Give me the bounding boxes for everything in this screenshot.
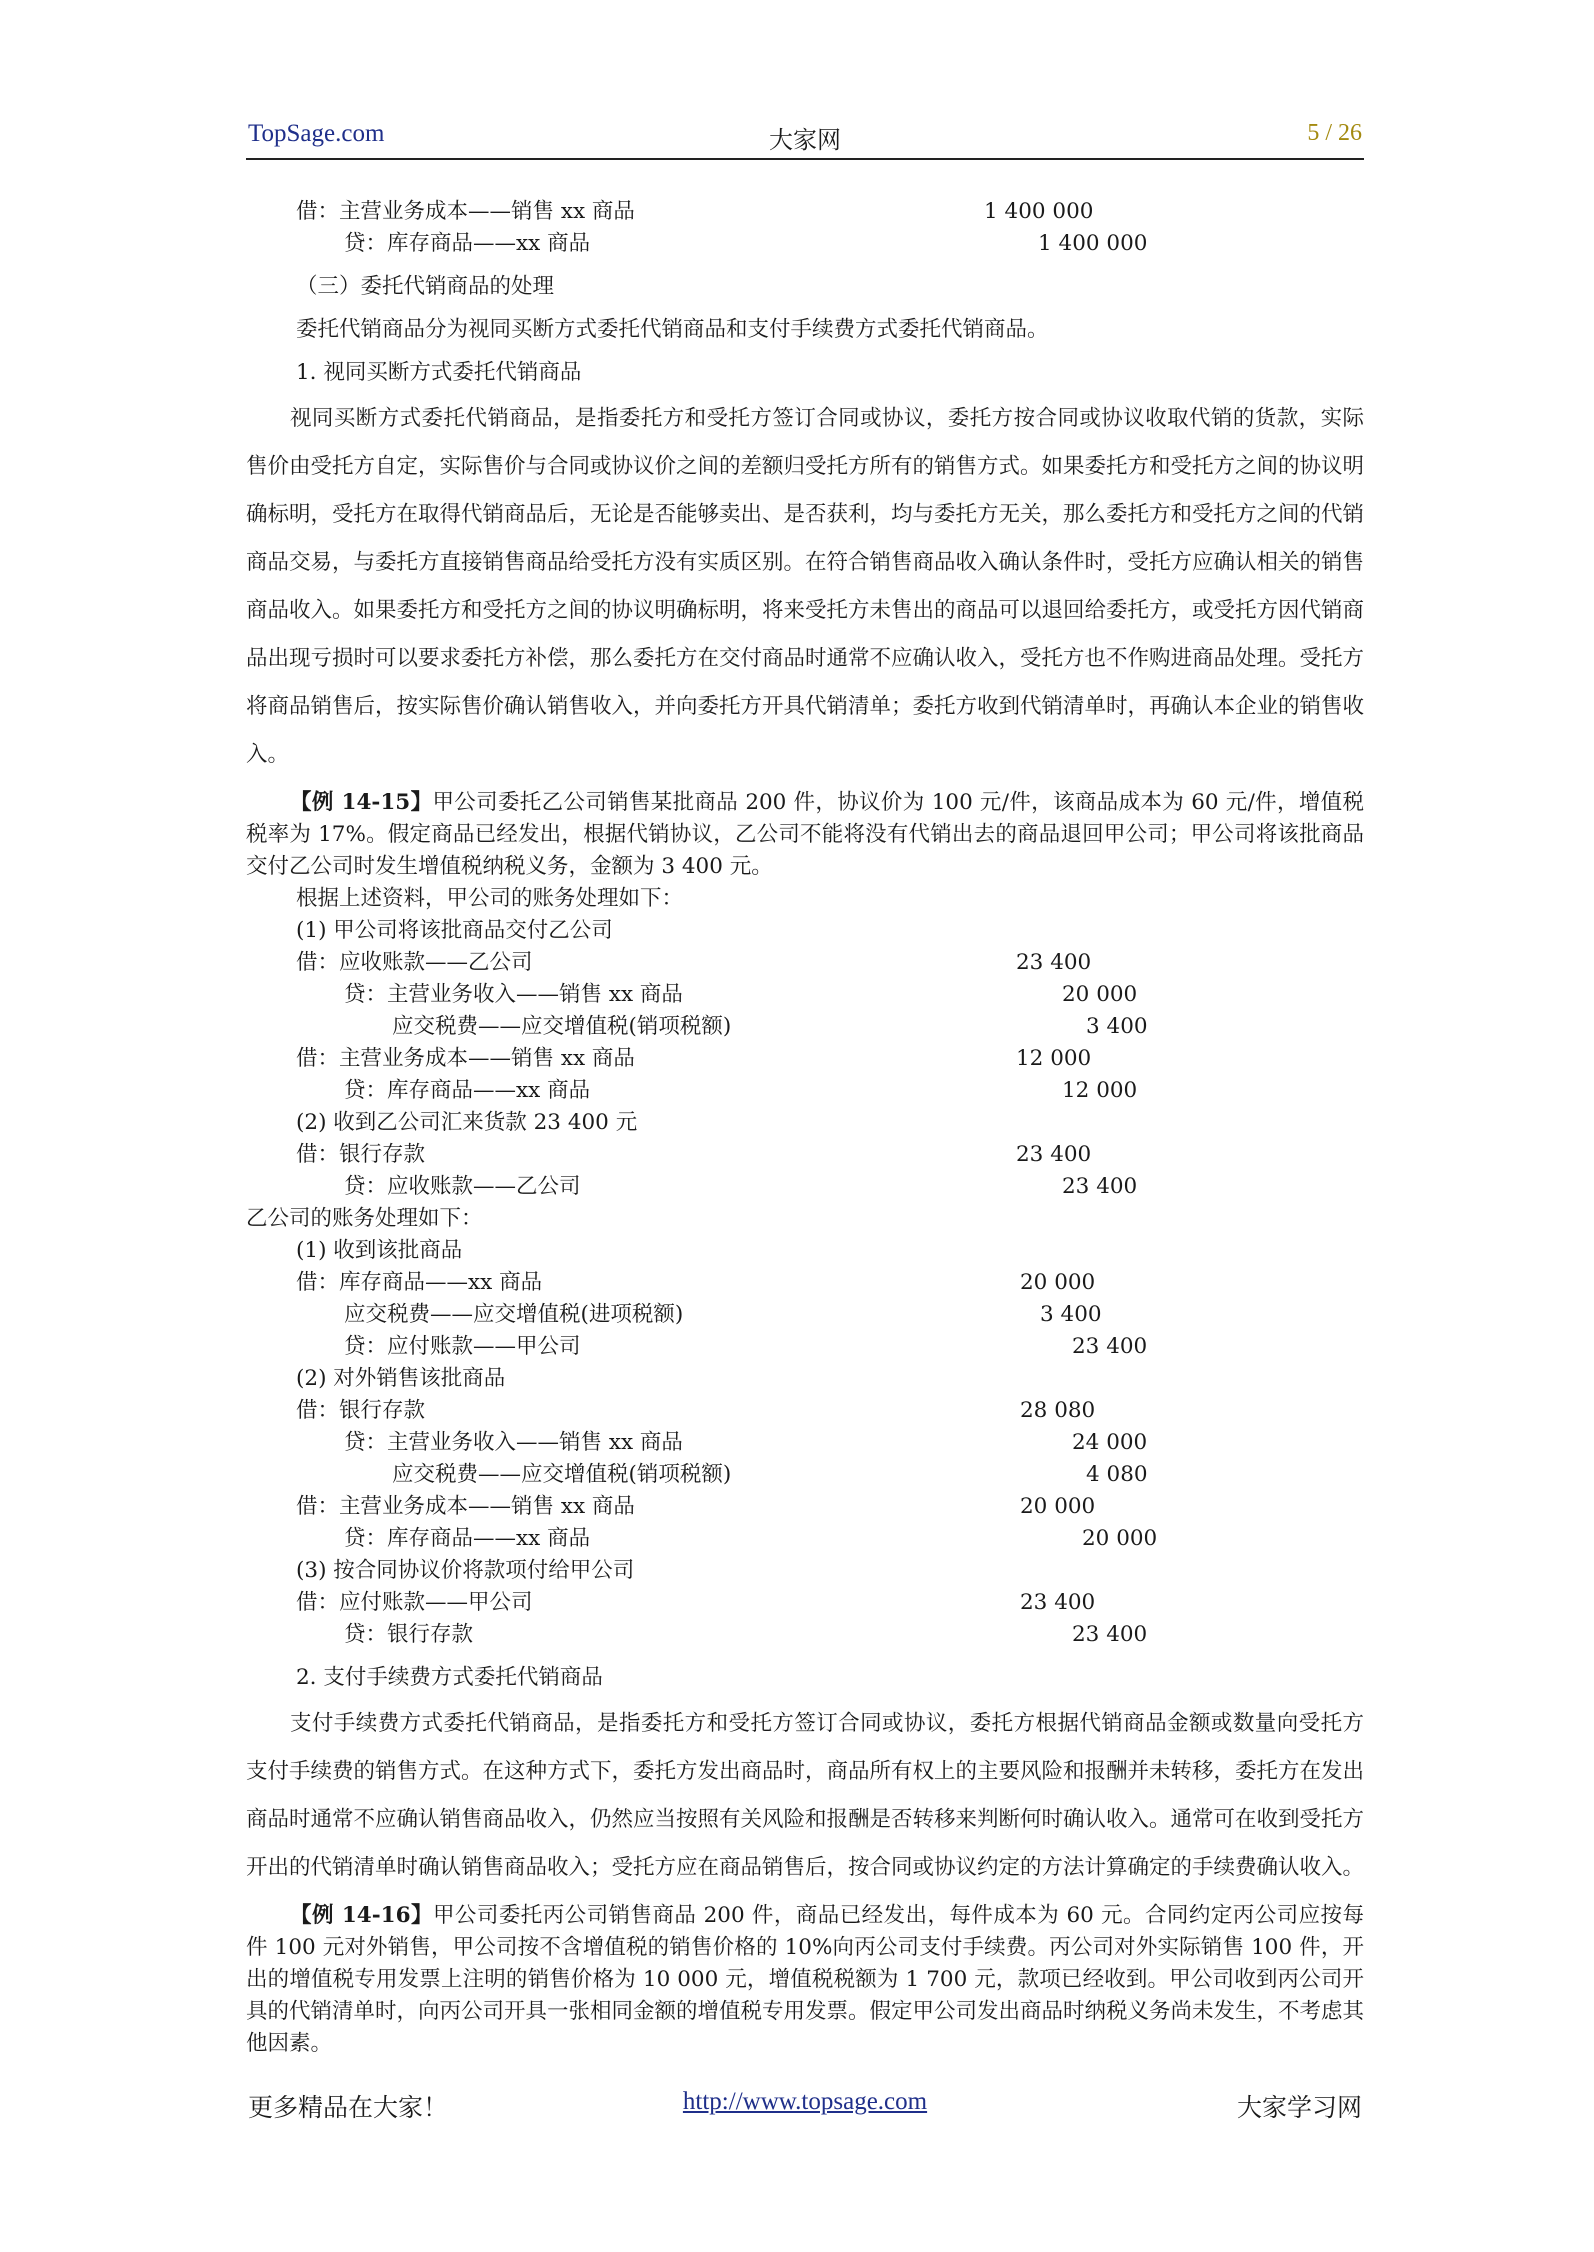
- journal-account: 贷：应付账款——甲公司: [344, 1334, 581, 1359]
- journal-account: (2) 收到乙公司汇来货款 23 400 元: [296, 1110, 638, 1135]
- journal-account: (2) 对外销售该批商品: [296, 1366, 506, 1391]
- journal-amount: 1 400 000: [984, 199, 1094, 224]
- journal-line: [246, 1171, 1364, 1203]
- journal-line: [246, 1203, 1364, 1235]
- journal-account: 贷：库存商品——xx 商品: [344, 1526, 591, 1551]
- journal-line: [246, 1267, 1364, 1299]
- journal-line: [246, 1011, 1364, 1043]
- journal-line: [246, 1555, 1364, 1587]
- journal-amount: 1 400 000: [1038, 231, 1148, 256]
- journal-line: [246, 979, 1364, 1011]
- journal-line: [246, 1395, 1364, 1427]
- journal-line: [246, 1587, 1364, 1619]
- journal-amount: 24 000: [1072, 1430, 1148, 1455]
- subsection-title-1-text: 1. 视同买断方式委托代销商品: [296, 360, 582, 385]
- journal-line: [246, 1299, 1364, 1331]
- journal-account: 贷：银行存款: [344, 1622, 474, 1647]
- journal-amount: 20 000: [1062, 982, 1138, 1007]
- journal-block-2: [246, 883, 1364, 1651]
- header-site-name[interactable]: TopSage.com: [248, 120, 385, 147]
- journal-amount: 23 400: [1016, 1142, 1092, 1167]
- subsection-title-2-text: 2. 支付手续费方式委托代销商品: [296, 1665, 603, 1690]
- journal-line: [246, 1139, 1364, 1171]
- section-title-text: （三）委托代销商品的处理: [296, 274, 555, 299]
- journal-account: 借：应付账款——甲公司: [296, 1590, 533, 1615]
- journal-account: 借：银行存款: [296, 1142, 426, 1167]
- journal-line: [246, 1235, 1364, 1267]
- journal-account: 借：应收账款——乙公司: [296, 950, 533, 975]
- section-title: [246, 271, 1364, 303]
- subsection-title-1: [246, 357, 1364, 389]
- journal-line: [246, 1491, 1364, 1523]
- journal-line: [246, 1075, 1364, 1107]
- journal-account: 应交税费——应交增值税(销项税额): [392, 1014, 732, 1039]
- journal-account: 应交税费——应交增值税(进项税额): [344, 1302, 684, 1327]
- journal-line: [246, 947, 1364, 979]
- journal-amount: 23 400: [1016, 950, 1092, 975]
- journal-block-1: [246, 196, 1364, 260]
- journal-amount: 20 000: [1020, 1270, 1096, 1295]
- example-14-15: [246, 787, 1364, 883]
- journal-account: 贷：库存商品——xx 商品: [344, 231, 591, 256]
- example-14-16: [246, 1900, 1364, 2060]
- journal-line: [246, 1619, 1364, 1651]
- section-intro: [246, 314, 1364, 346]
- header-center-title: 大家网: [769, 126, 841, 154]
- journal-line: [246, 1363, 1364, 1395]
- journal-amount: 12 000: [1016, 1046, 1092, 1071]
- journal-amount: 28 080: [1020, 1398, 1096, 1423]
- journal-account: 贷：库存商品——xx 商品: [344, 1078, 591, 1103]
- document-body: [246, 196, 1364, 2060]
- page-header: [246, 118, 1364, 160]
- journal-amount: 20 000: [1082, 1526, 1158, 1551]
- journal-account: 乙公司的账务处理如下：: [246, 1206, 483, 1231]
- example-label: 【例 14-16】: [290, 1903, 433, 1928]
- example-label: 【例 14-15】: [290, 790, 433, 815]
- journal-amount: 23 400: [1062, 1174, 1138, 1199]
- journal-line: [246, 883, 1364, 915]
- example-text: 甲公司委托丙公司销售商品 200 件，商品已经发出，每件成本为 60 元。合同约定丙公司应按每件 100 元对外销售，甲公司按不含增值税的销售价格的 10%向丙公司支付手续费。丙公司对外实际销售 100 件，开出的增值税专用发票上注明的销售价格为 10 000 元，增值税税额为 1 700 元，款项已经收到。甲公司收到丙公司开具的代销清单时，向丙公司开具一张相同金额的增值税专用发票。假定甲公司发出商品时纳税义务尚未发生，不考虑其他因素。: [246, 1903, 1365, 2056]
- journal-line: [246, 1459, 1364, 1491]
- journal-account: 贷：应收账款——乙公司: [344, 1174, 581, 1199]
- journal-account: 借：主营业务成本——销售 xx 商品: [296, 199, 635, 224]
- section-intro-text: 委托代销商品分为视同买断方式委托代销商品和支付手续费方式委托代销商品。: [296, 317, 1049, 342]
- journal-line: [246, 1043, 1364, 1075]
- journal-amount: 20 000: [1020, 1494, 1096, 1519]
- subsection-title-2: [246, 1662, 1364, 1694]
- footer-right-text: 大家学习网: [1236, 2093, 1362, 2122]
- journal-amount: 12 000: [1062, 1078, 1138, 1103]
- journal-line: [246, 1331, 1364, 1363]
- journal-account: 借：银行存款: [296, 1398, 426, 1423]
- footer-link[interactable]: http://www.topsage.com: [682, 2088, 928, 2115]
- journal-amount: 3 400: [1086, 1014, 1148, 1039]
- journal-account: 贷：主营业务收入——销售 xx 商品: [344, 1430, 683, 1455]
- journal-account: 借：库存商品——xx 商品: [296, 1270, 543, 1295]
- journal-amount: 3 400: [1040, 1302, 1102, 1327]
- example-text: 甲公司委托乙公司销售某批商品 200 件，协议价为 100 元/件，该商品成本为 60 元/件，增值税税率为 17%。假定商品已经发出，根据代销协议，乙公司不能将没有代销出去的商品退回甲公司；甲公司将该批商品交付乙公司时发生增值税纳税义务，金额为 3 400 元。: [246, 790, 1364, 879]
- journal-line: [246, 915, 1364, 947]
- journal-account: 根据上述资料，甲公司的账务处理如下：: [296, 886, 684, 911]
- journal-account: 应交税费——应交增值税(销项税额): [392, 1462, 732, 1487]
- journal-account: 借：主营业务成本——销售 xx 商品: [296, 1046, 635, 1071]
- subsection-2-paragraph: 支付手续费方式委托代销商品，是指委托方和受托方签订合同或协议，委托方根据代销商品金额或数量向受托方支付手续费的销售方式。在这种方式下，委托方发出商品时，商品所有权上的主要风险和报酬并未转移，委托方在发出商品时通常不应确认销售商品收入，仍然应当按照有关风险和报酬是否转移来判断何时确认收入。通常可在收到受托方开出的代销清单时确认销售商品收入；受托方应在商品销售后，按合同或协议约定的方法计算确定的手续费确认收入。: [246, 1711, 1365, 1880]
- journal-line: [246, 1523, 1364, 1555]
- journal-line: [246, 1107, 1364, 1139]
- page-footer: [246, 2088, 1364, 2128]
- journal-amount: 23 400: [1072, 1622, 1148, 1647]
- journal-account: (3) 按合同协议价将款项付给甲公司: [296, 1558, 635, 1583]
- header-page-number: 5 / 26: [1307, 120, 1362, 146]
- journal-line: [246, 196, 1364, 228]
- subsection-1-paragraph: 视同买断方式委托代销商品，是指委托方和受托方签订合同或协议，委托方按合同或协议收取代销的货款，实际售价由受托方自定，实际售价与合同或协议价之间的差额归受托方所有的销售方式。如果委托方和受托方之间的协议明确标明，受托方在取得代销商品后，无论是否能够卖出、是否获利，均与委托方无关，那么委托方和受托方之间的代销商品交易，与委托方直接销售商品给受托方没有实质区别。在符合销售商品收入确认条件时，受托方应确认相关的销售商品收入。如果委托方和受托方之间的协议明确标明，将来受托方未售出的商品可以退回给委托方，或受托方因代销商品出现亏损时可以要求委托方补偿，那么委托方在交付商品时通常不应确认收入，受托方也不作购进商品处理。受托方将商品销售后，按实际售价确认销售收入，并向委托方开具代销清单；委托方收到代销清单时，再确认本企业的销售收入。: [246, 406, 1365, 767]
- journal-line: [246, 228, 1364, 260]
- journal-account: (1) 收到该批商品: [296, 1238, 463, 1263]
- journal-account: 借：主营业务成本——销售 xx 商品: [296, 1494, 635, 1519]
- journal-amount: 4 080: [1086, 1462, 1148, 1487]
- journal-amount: 23 400: [1020, 1590, 1096, 1615]
- journal-account: 贷：主营业务收入——销售 xx 商品: [344, 982, 683, 1007]
- journal-line: [246, 1427, 1364, 1459]
- journal-amount: 23 400: [1072, 1334, 1148, 1359]
- footer-left-text: 更多精品在大家！: [248, 2093, 449, 2122]
- journal-account: (1) 甲公司将该批商品交付乙公司: [296, 918, 613, 943]
